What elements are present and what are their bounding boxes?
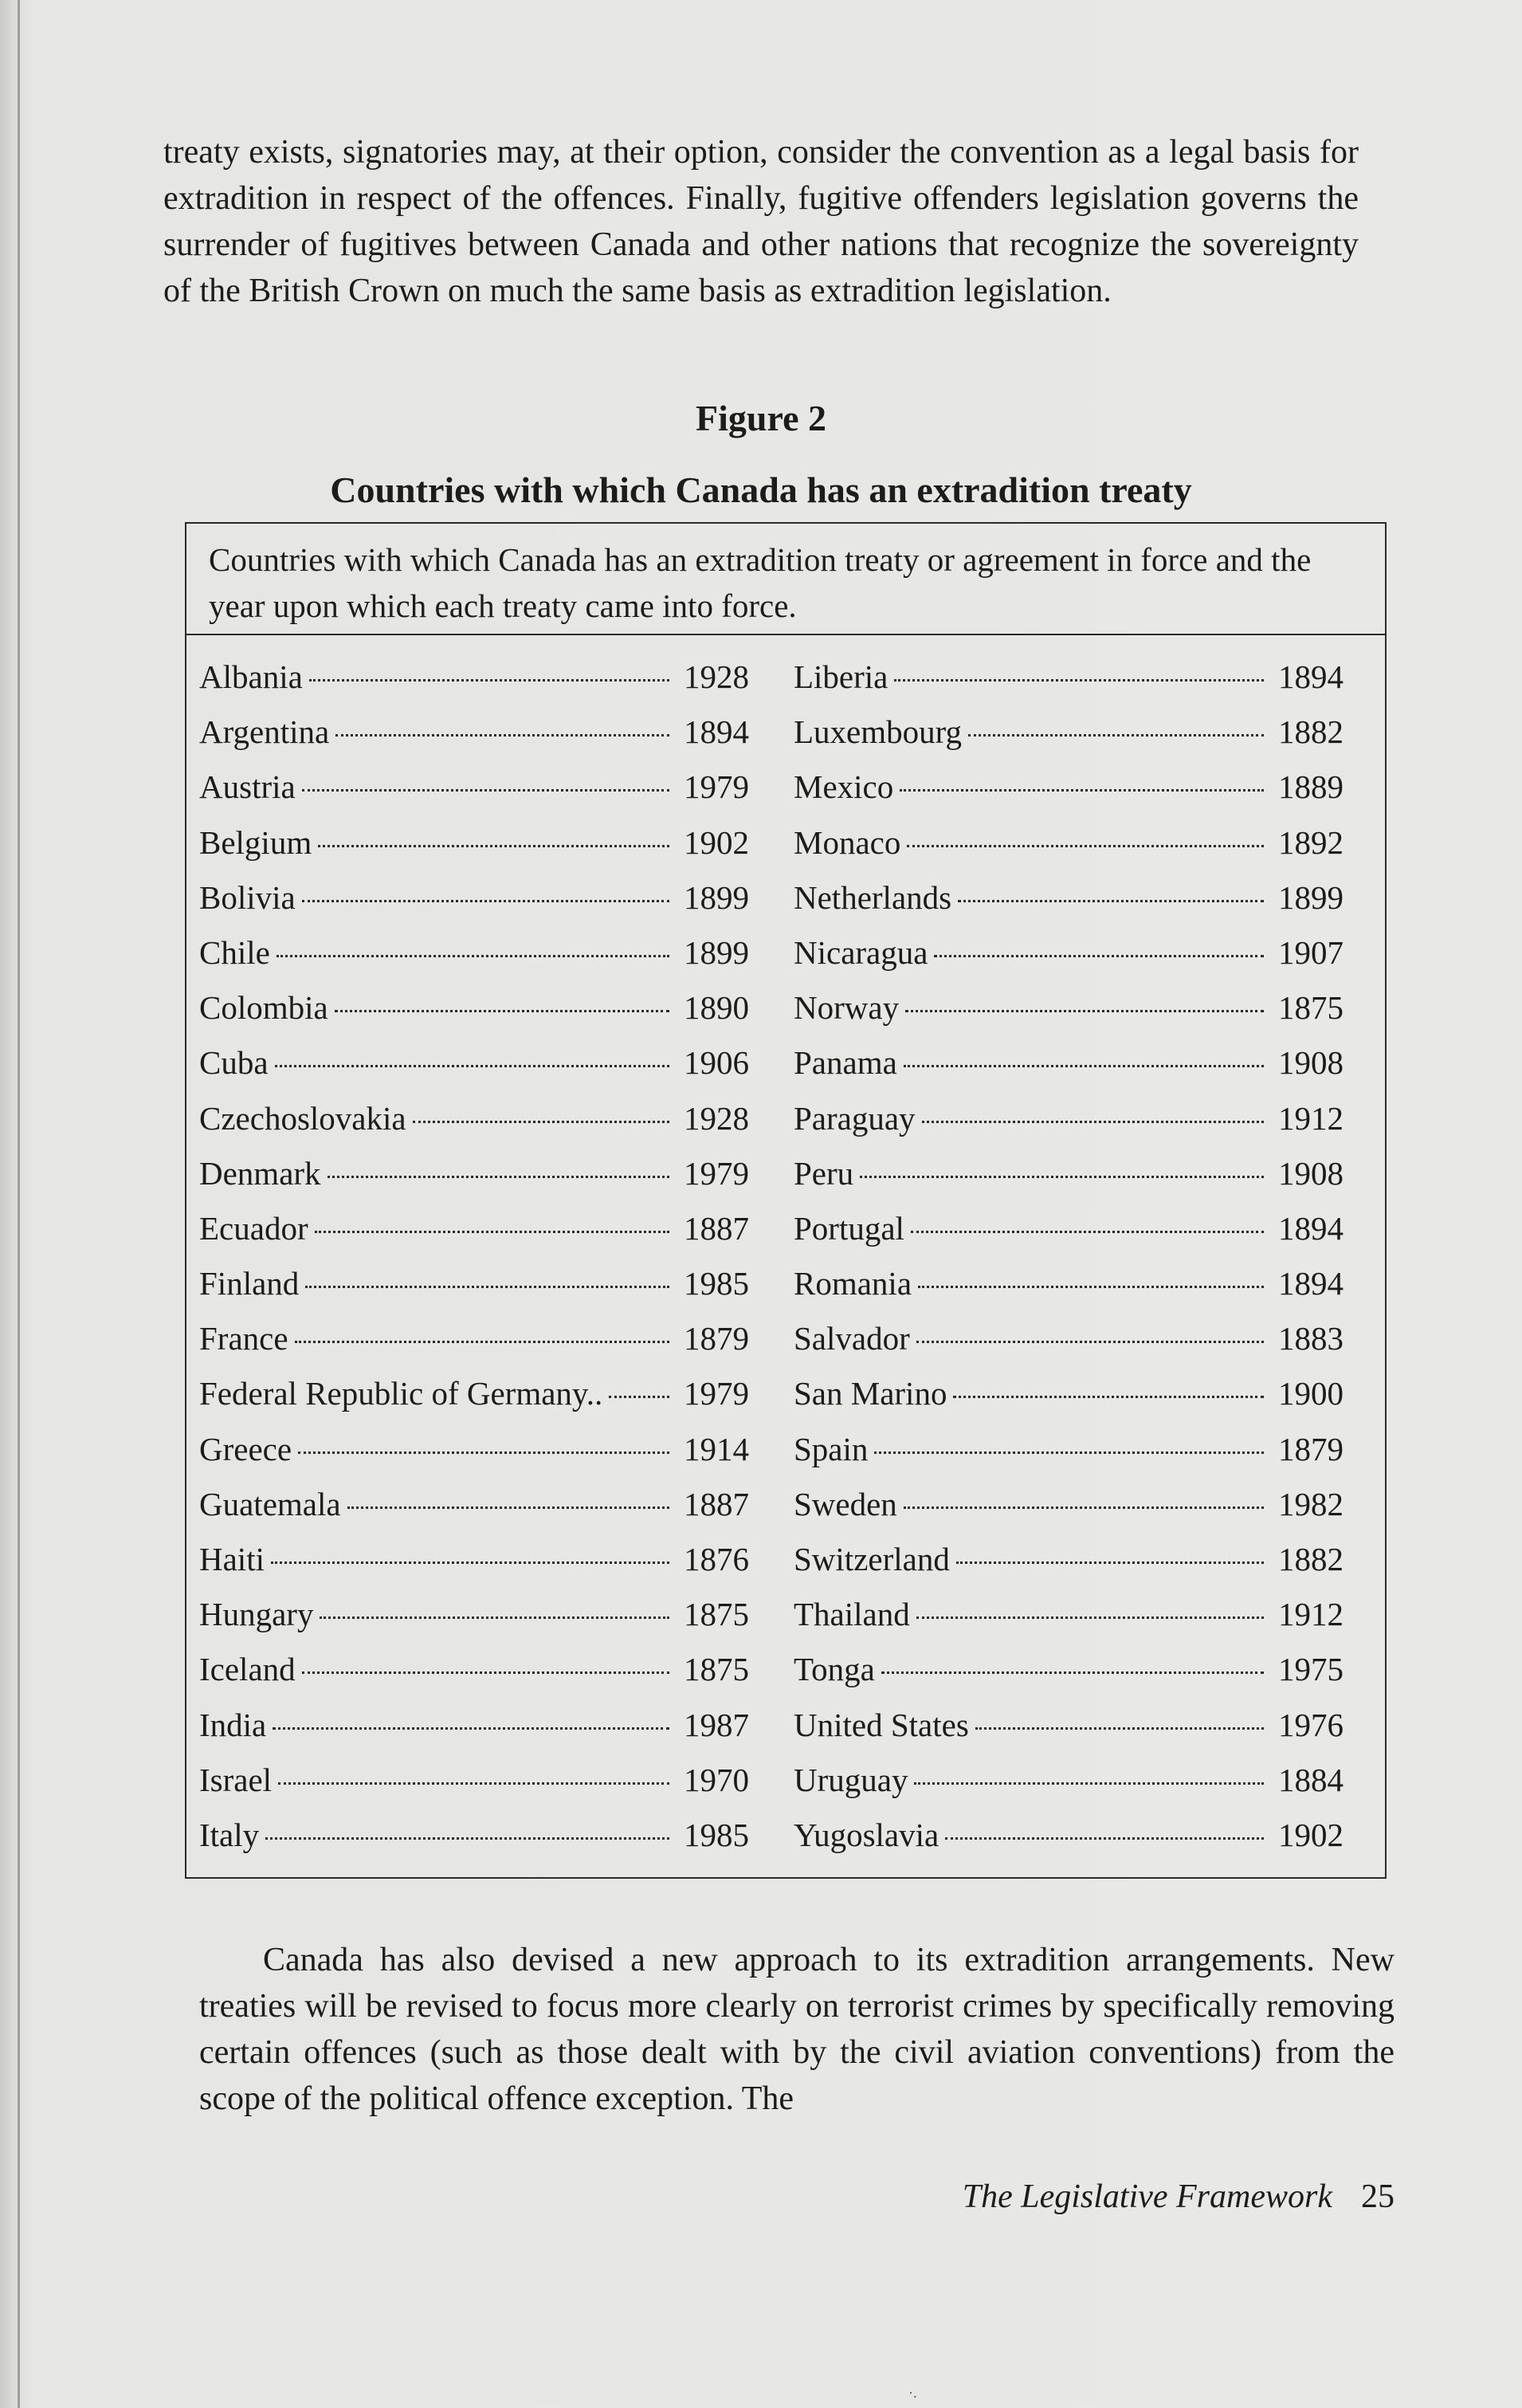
treaty-year: 1902	[684, 823, 749, 861]
country-row	[199, 823, 749, 878]
country-row	[199, 713, 749, 768]
country-name: United States	[794, 1706, 969, 1743]
country-name: Yugoslavia	[794, 1816, 939, 1853]
treaty-year: 1894	[1278, 658, 1344, 695]
dot-leader	[934, 955, 1264, 957]
dot-leader	[911, 1231, 1264, 1233]
page-number: 25	[1361, 2178, 1395, 2215]
figure-title: Countries with which Canada has an extradition treaty	[330, 469, 1192, 510]
treaty-year: 1890	[684, 989, 749, 1027]
country-row	[794, 1430, 1344, 1485]
country-row	[794, 658, 1344, 713]
dot-leader	[302, 789, 669, 792]
treaty-year: 1976	[1278, 1706, 1344, 1743]
country-name: Liberia	[794, 658, 888, 695]
dot-leader	[975, 1727, 1264, 1730]
treaty-year: 1899	[684, 933, 749, 971]
country-name: Greece	[199, 1430, 292, 1467]
country-name: Netherlands	[794, 878, 952, 916]
dot-leader	[900, 789, 1264, 792]
dot-leader	[968, 734, 1264, 737]
country-row	[794, 1319, 1344, 1374]
country-row	[199, 933, 749, 988]
treaty-year: 1987	[684, 1706, 749, 1743]
treaty-year: 1899	[1278, 878, 1344, 916]
country-name: France	[199, 1320, 288, 1357]
country-name: Czechoslovakia	[199, 1099, 406, 1137]
country-row	[794, 1540, 1344, 1595]
country-row	[199, 878, 749, 933]
country-name: Hungary	[199, 1596, 314, 1633]
country-name: Belgium	[199, 823, 312, 861]
country-name: Panama	[794, 1044, 897, 1082]
dot-leader	[894, 679, 1264, 682]
country-row	[794, 988, 1344, 1043]
country-row	[794, 768, 1344, 823]
country-row	[794, 1650, 1344, 1705]
treaty-year: 1876	[684, 1541, 749, 1577]
country-row	[199, 1154, 749, 1209]
dot-leader	[860, 1176, 1264, 1178]
treaty-year: 1902	[1278, 1816, 1344, 1853]
dot-leader	[916, 1341, 1264, 1343]
country-name: Israel	[199, 1761, 273, 1798]
country-name: Cuba	[199, 1044, 269, 1082]
country-row	[794, 1154, 1344, 1209]
country-row	[794, 1816, 1344, 1871]
country-row	[199, 1209, 749, 1264]
dot-leader	[413, 1121, 669, 1123]
country-name: Peru	[794, 1154, 854, 1192]
country-list-left	[199, 658, 749, 1871]
treaty-year: 1912	[1278, 1099, 1344, 1137]
treaty-year: 1875	[1278, 989, 1344, 1027]
country-name: Albania	[199, 658, 303, 695]
country-name: Finland	[199, 1265, 300, 1302]
dot-leader	[298, 1451, 669, 1454]
dot-leader	[309, 679, 669, 682]
dot-leader	[922, 1121, 1264, 1123]
dot-leader	[609, 1396, 669, 1398]
country-name: Chile	[199, 933, 270, 971]
country-name: Argentina	[199, 713, 330, 751]
treaty-year: 1928	[684, 658, 749, 695]
country-row	[794, 1374, 1344, 1429]
country-row	[794, 1761, 1344, 1816]
treaty-year: 1887	[684, 1209, 749, 1247]
dot-leader	[302, 1671, 669, 1674]
country-row	[794, 1595, 1344, 1650]
dot-leader	[916, 1616, 1264, 1619]
dot-leader	[278, 1782, 669, 1785]
treaty-year: 1892	[1278, 823, 1344, 861]
treaty-year: 1882	[1278, 1541, 1344, 1577]
treaty-year: 1894	[1278, 1209, 1344, 1247]
country-name: Mexico	[794, 768, 894, 806]
dot-leader	[318, 845, 669, 847]
country-row	[199, 768, 749, 823]
dot-leader	[320, 1616, 669, 1619]
treaty-year: 1982	[1278, 1485, 1344, 1522]
dot-leader	[273, 1727, 669, 1730]
country-row	[794, 1264, 1344, 1319]
dot-leader	[907, 845, 1264, 847]
country-name: Federal Republic of Germany..	[199, 1375, 603, 1412]
country-row	[199, 1595, 749, 1650]
dot-leader	[328, 1176, 669, 1178]
treaty-year: 1879	[684, 1320, 749, 1357]
dot-leader	[874, 1451, 1264, 1454]
country-name: Austria	[199, 768, 296, 806]
country-list-right	[794, 658, 1344, 1871]
treaty-year: 1875	[684, 1596, 749, 1633]
country-name: Haiti	[199, 1541, 265, 1577]
treaty-year: 1979	[684, 1154, 749, 1192]
country-name: Romania	[794, 1265, 912, 1302]
country-name: Uruguay	[794, 1761, 908, 1798]
country-name: Italy	[199, 1816, 260, 1853]
country-name: Thailand	[794, 1596, 910, 1633]
country-name: Ecuador	[199, 1209, 308, 1247]
country-row	[199, 1319, 749, 1374]
running-title: The Legislative Framework	[962, 2178, 1332, 2215]
country-row	[794, 1099, 1344, 1154]
country-row	[199, 1650, 749, 1705]
dot-leader	[277, 955, 669, 957]
bottom-paragraph: Canada has also devised a new approach to its extradition arrangements. New treaties will be revised to focus more clearly on terrorist crimes by specifically removing certain offences (such as those dealt with by the civil aviation conventions) from the scope of the political offence exception. The	[199, 1942, 1395, 2117]
country-row	[794, 1209, 1344, 1264]
dot-leader	[271, 1561, 669, 1564]
country-name: Monaco	[794, 823, 901, 861]
country-row	[199, 1099, 749, 1154]
dot-leader	[302, 900, 669, 902]
dot-leader	[953, 1396, 1264, 1398]
dot-leader	[956, 1561, 1264, 1564]
country-row	[199, 1374, 749, 1429]
treaty-year: 1985	[684, 1265, 749, 1302]
country-row	[199, 1430, 749, 1485]
treaty-year: 1906	[684, 1044, 749, 1082]
dot-leader	[347, 1506, 669, 1509]
country-row	[199, 1761, 749, 1816]
treaty-year: 1887	[684, 1485, 749, 1522]
country-row	[199, 1706, 749, 1761]
dot-leader	[305, 1286, 669, 1288]
treaty-year: 1899	[684, 878, 749, 916]
country-name: Spain	[794, 1430, 869, 1467]
country-row	[794, 1043, 1344, 1098]
dot-leader	[335, 1010, 669, 1012]
country-name: Bolivia	[199, 878, 296, 916]
figure-caption: Countries with which Canada has an extradition treaty or agreement in force and the year upon which each treaty came into force.	[209, 541, 1312, 624]
country-row	[794, 823, 1344, 878]
dot-leader	[904, 1506, 1264, 1509]
treaty-year: 1914	[684, 1430, 749, 1467]
treaty-year: 1970	[684, 1761, 749, 1798]
page-footer	[877, 2178, 1395, 2216]
figure-label: Figure 2	[696, 398, 826, 438]
country-row	[794, 1706, 1344, 1761]
treaty-year: 1894	[684, 713, 749, 751]
treaty-year: 1979	[684, 768, 749, 806]
treaty-year: 1908	[1278, 1154, 1344, 1192]
treaty-year: 1912	[1278, 1596, 1344, 1633]
country-row	[199, 1816, 749, 1871]
country-name: Nicaragua	[794, 933, 928, 971]
treaty-year: 1908	[1278, 1044, 1344, 1082]
treaty-year: 1907	[1278, 933, 1344, 971]
dot-leader	[904, 1065, 1264, 1067]
country-row	[199, 1540, 749, 1595]
caption-divider	[186, 634, 1385, 635]
treaty-year: 1979	[684, 1375, 749, 1412]
dot-leader	[265, 1837, 669, 1840]
dot-leader	[275, 1065, 669, 1067]
country-name: Sweden	[794, 1485, 897, 1522]
country-row	[794, 878, 1344, 933]
country-name: Colombia	[199, 989, 328, 1027]
dot-leader	[945, 1837, 1264, 1840]
country-name: Switzerland	[794, 1541, 950, 1577]
binding-edge	[18, 0, 20, 2408]
scan-speck: ·.	[908, 2385, 917, 2401]
treaty-year: 1975	[1278, 1651, 1344, 1688]
country-name: Portugal	[794, 1209, 904, 1247]
treaty-year: 1882	[1278, 713, 1344, 751]
treaty-year: 1928	[684, 1099, 749, 1137]
dot-leader	[905, 1010, 1264, 1012]
dot-leader	[958, 900, 1264, 902]
treaty-year: 1889	[1278, 768, 1344, 806]
dot-leader	[295, 1341, 669, 1343]
dot-leader	[914, 1782, 1264, 1785]
country-name: Norway	[794, 989, 900, 1027]
treaty-year: 1875	[684, 1651, 749, 1688]
dot-leader	[918, 1286, 1264, 1288]
country-name: Tonga	[794, 1651, 875, 1688]
country-name: India	[199, 1706, 267, 1743]
treaty-year: 1985	[684, 1816, 749, 1853]
country-name: Luxembourg	[794, 713, 963, 751]
country-name: San Marino	[794, 1375, 947, 1412]
treaty-year: 1884	[1278, 1761, 1344, 1798]
treaty-year: 1894	[1278, 1265, 1344, 1302]
country-name: Salvador	[794, 1320, 910, 1357]
country-name: Paraguay	[794, 1099, 916, 1137]
dot-leader	[881, 1671, 1264, 1674]
country-row	[199, 1264, 749, 1319]
top-paragraph: treaty exists, signatories may, at their option, consider the convention as a legal basis for extradition in respect of the offences. Finally, fugitive offenders legislation governs the surrender of fugitives between Canada and other nations that recognize the sovereignty of the British Crown on much the same basis as extradition legislation.	[163, 134, 1359, 309]
country-row	[794, 713, 1344, 768]
country-row	[199, 1043, 749, 1098]
country-row	[199, 658, 749, 713]
dot-leader	[315, 1231, 669, 1233]
country-row	[794, 933, 1344, 988]
treaty-year: 1883	[1278, 1320, 1344, 1357]
country-name: Iceland	[199, 1651, 296, 1688]
treaty-year: 1900	[1278, 1375, 1344, 1412]
country-name: Guatemala	[199, 1485, 341, 1522]
country-row	[794, 1485, 1344, 1540]
country-row	[199, 1485, 749, 1540]
country-row	[199, 988, 749, 1043]
figure-box	[185, 522, 1387, 1879]
country-name: Denmark	[199, 1154, 321, 1192]
treaty-year: 1879	[1278, 1430, 1344, 1467]
dot-leader	[335, 734, 669, 737]
